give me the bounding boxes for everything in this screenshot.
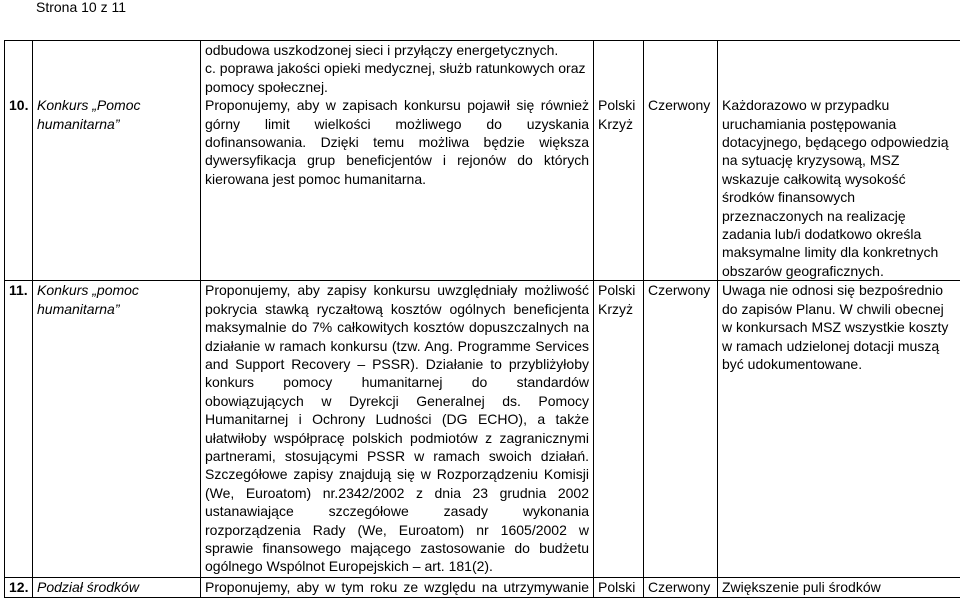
continuation-line: pomocy społecznej. [205, 78, 589, 96]
continuation-org-sub-cell [644, 41, 718, 97]
row-subject: Podział środków [33, 578, 201, 598]
table-row [5, 96, 960, 281]
row-proposal: Proponujemy, aby w tym roku ze względu na utrzymywanie [201, 578, 594, 598]
continuation-response-cell [718, 41, 960, 97]
row-organization: Polski Krzyż [594, 281, 644, 578]
continuation-subject-cell [33, 41, 201, 97]
row-response: Uwaga nie odnosi się bezpośrednio do zapisów Planu. W chwili obecnej w konkursach MSZ wszystkie koszty w ramach udzielonej dotacji muszą być udokumentowane. [718, 281, 960, 578]
row-subject: Konkurs „Pomoc humanitarna” [33, 96, 201, 281]
row-proposal: Proponujemy, aby w zapisach konkursu pojawił się również górny limit wielkości możliwego do uzyskania dofinansowania. Dzięki temu możliwa będzie większa dywersyfikacja grup beneficjentów i rejonów do których kierowana jest pomoc humanitarna. [201, 96, 594, 281]
continuation-row [5, 41, 960, 97]
table-row [5, 578, 960, 598]
continuation-line: c. poprawa jakości opieki medycznej, służb ratunkowych oraz [205, 59, 589, 77]
row-organization-sub: Czerwony [644, 96, 718, 281]
continuation-proposal-cell [201, 41, 594, 97]
row-organization-sub: Czerwony [644, 578, 718, 598]
row-proposal: Proponujemy, aby zapisy konkursu uwzględniały możliwość pokrycia stawką ryczałtową kosztów ogólnych beneficjenta maksymalnie do 7% całkowitych kosztów dopuszczalnych na działanie w ramach konkursu (tzw. Ang. Programme Services and Support Recovery – PSSR). Działanie to przybliżyłoby konkurs pomocy humanitarnej do standardów obowiązujących w Dyrekcji Generalnej ds. Pomocy Humanitarnej i Ochrony Ludności (DG ECHO), a także ułatwiłoby współpracę polskich podmiotów z zagranicznymi partnerami, stosującymi PSSR w ramach swoich działań. Szczegółowe zapisy znajdują się w Rozporządzeniu Komisji (We, Euroatom) nr.2342/2002 z dnia 23 grudnia 2002 ustanawiające szczegółowe zasady wykonania rozporządzenia Rady (We, Euroatom) nr 1605/2002 w sprawie finansowego mającego zastosowanie do budżetu ogólnego Wspólnot Europejskich – art. 181(2). [201, 281, 594, 578]
row-number: 11. [5, 281, 33, 578]
row-organization-sub: Czerwony [644, 281, 718, 578]
row-organization: Polski Krzyż [594, 96, 644, 281]
continuation-number-cell [5, 41, 33, 97]
row-number: 10. [5, 96, 33, 281]
row-subject: Konkurs „pomoc humanitarna” [33, 281, 201, 578]
row-organization: Polski [594, 578, 644, 598]
row-response: Zwiększenie puli środków [718, 578, 960, 598]
consultation-table [4, 40, 960, 598]
continuation-org-cell [594, 41, 644, 97]
table-row [5, 281, 960, 578]
page-number-header: Strona 10 z 11 [36, 0, 126, 16]
row-number: 12. [5, 578, 33, 598]
row-response: Każdorazowo w przypadku uruchamiania postępowania dotacyjnego, będącego odpowiedzią na sytuację kryzysową, MSZ wskazuje całkowitą wysokość środków finansowych przeznaczonych na realizację zadania lub/i dodatkowo określa maksymalne limity dla konkretnych obszarów geograficznych. [718, 96, 960, 281]
continuation-line: odbudowa uszkodzonej sieci i przyłączy energetycznych. [205, 41, 589, 59]
